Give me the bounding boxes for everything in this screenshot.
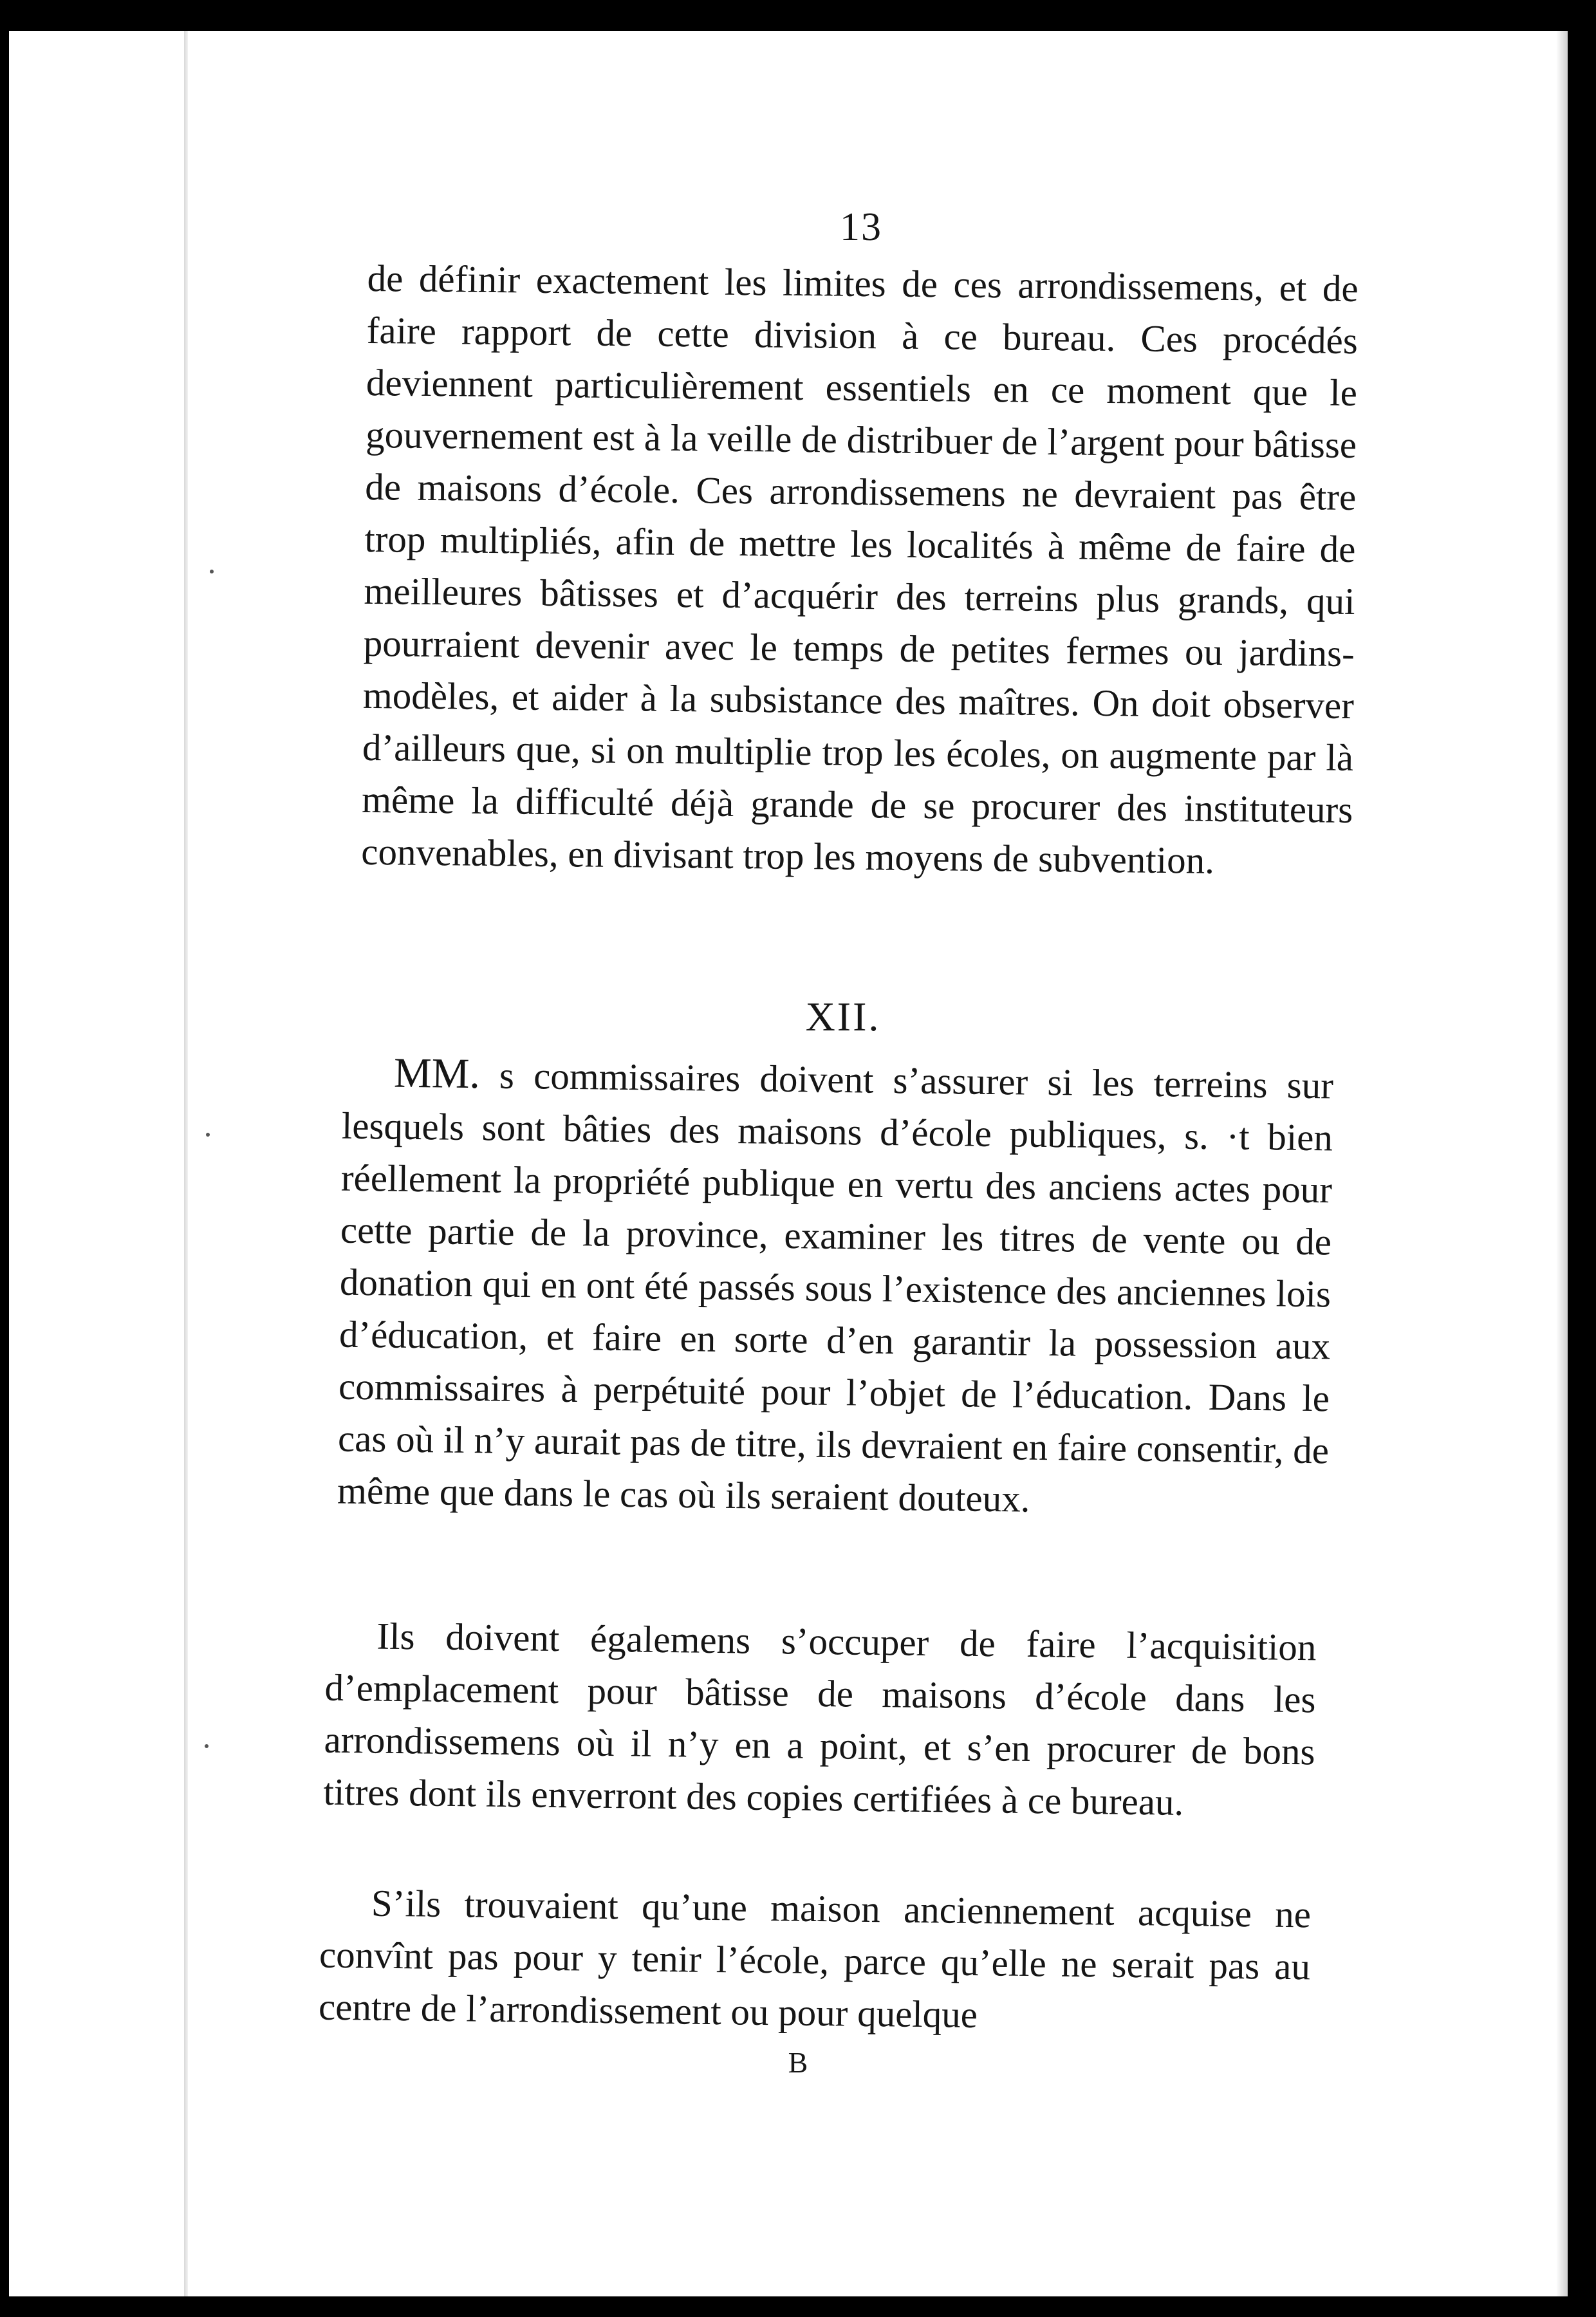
section-heading: XII.	[805, 994, 881, 1039]
paragraph-commissioners-titles	[337, 1047, 1334, 1529]
paragraph-lead-word: MM.	[393, 1049, 481, 1098]
paragraph-old-house: S’ils trouvaient qu’une maison anciennement acquise ne convînt pas pour y tenir l’école, parce qu’elle ne serait pas au centre de l’arrondissement ou pour quelque	[318, 1881, 1312, 2036]
signature-mark: B	[788, 2046, 808, 2079]
scan-border-bottom	[0, 2296, 1596, 2317]
paragraph-continuation: de définir exactement les limites de ces arrondissemens, et de faire rapport de cette division à ce bureau. Ces procédés deviennent particulièrement essentiels en ce moment que le gouvernement est à la veille de distribuer de l’argent pour bâtisse de maisons d’école. Ces arrondissemens ne devraient pas être trop multipliés, afin de mettre les localités à même de faire de meilleures bâtisses et d’acquérir des terreins plus grands, qui pourraient devenir avec le temps de petites fermes ou jardins-modèles, et aider à la subsistance des maîtres. On doit observer d’ailleurs que, si on multiplie trop les écoles, on augmente par là même la difficulté déjà grande de se procurer des instituteurs convenables, en divisant trop les moyens de subvention.	[361, 256, 1359, 882]
paragraph-body: s commissaires doivent s’assurer si les terreins sur lesquels sont bâties des maisons d’école publiques, s. ·t bien réellement la propriété publique en vertu des anciens actes pour cette partie de la province, examiner les titres de vente ou de donation qui en ont été passés sous l’existence des anciennes lois d’éducation, et faire en sorte d’en garantir la possession aux commissaires à perpétuité pour l’objet de l’éducation. Dans le cas où il n’y aurait pas de titre, ils devraient en faire consentir, de même que dans le cas où ils seraient douteux.	[337, 1054, 1334, 1520]
page-number: 13	[840, 205, 882, 249]
page-right-edge	[1556, 31, 1568, 2296]
paragraph-acquisition: Ils doivent égalemens s’occuper de faire l’acquisition d’emplacement pour bâtisse de maisons d’école dans les arrondissemens où il n’y en a point, et s’en procurer de bons titres dont ils enverront des copies certifiées à ce bureau.	[323, 1614, 1317, 1823]
margin-speck	[205, 1744, 209, 1748]
scan-border-top	[0, 0, 1596, 31]
scan-border-right	[1568, 0, 1596, 2317]
margin-speck	[206, 1133, 210, 1137]
scan-border-left	[0, 0, 9, 2317]
margin-speck	[210, 570, 214, 573]
page-binding-fold	[184, 31, 188, 2296]
